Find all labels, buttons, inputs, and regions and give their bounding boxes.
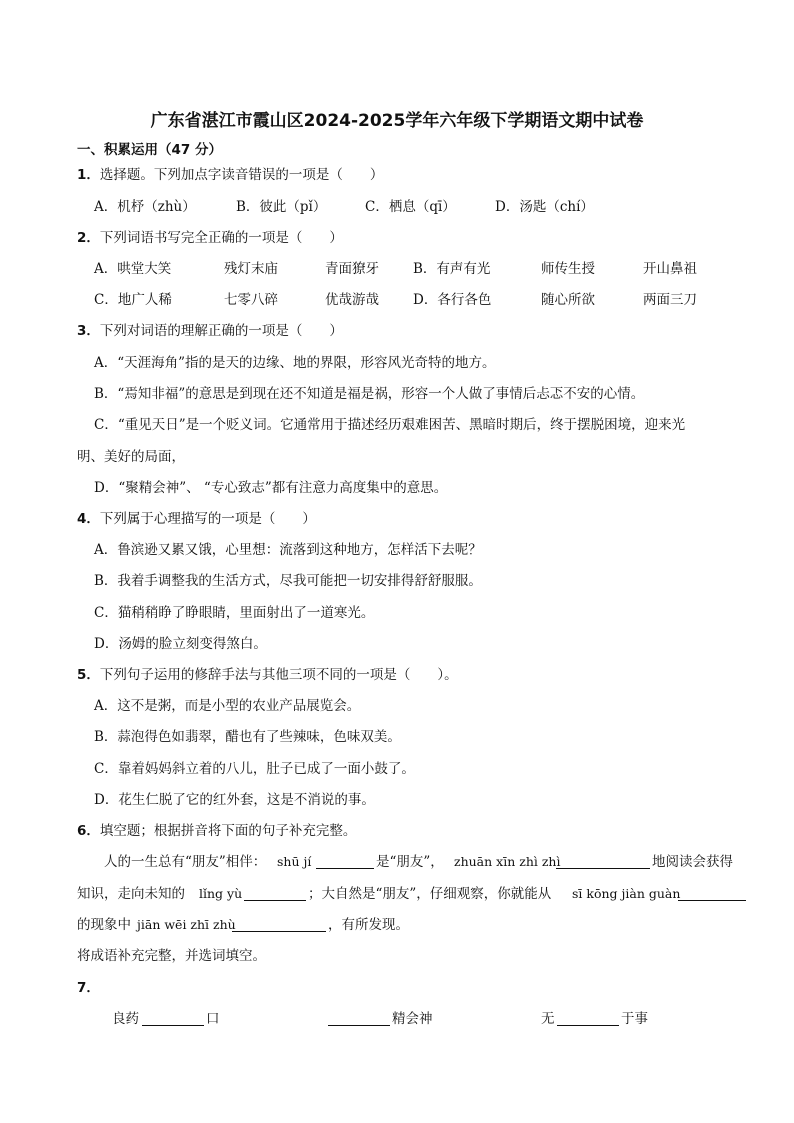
- q6-line2-text-a: 知识，走向未知的: [77, 886, 185, 902]
- q2-option-d-word1: D．各行各色: [413, 292, 492, 308]
- question-number: 1．: [77, 167, 100, 183]
- q6-line1-text-b: 是“朋友”，: [376, 854, 444, 870]
- q6-line3-text-a: 的现象中: [77, 917, 131, 933]
- q6-blank-4[interactable]: [678, 885, 746, 901]
- q6-line2-text-b: ；大自然是“朋友”，仔细观察，你就能从: [308, 886, 552, 902]
- q4-option-b: B．我着手调整我的生活方式，尽我可能把一切安排得舒舒服服。: [94, 573, 482, 589]
- q4-option-d: D．汤姆的脸立刻变得煞白。: [94, 636, 267, 652]
- q6-pinyin-2: zhuān xīn zhì zhì: [454, 854, 561, 869]
- q6-pinyin-3: lǐng yù: [199, 886, 243, 901]
- q6-pinyin-1: shū jí: [277, 854, 312, 869]
- question-number: 3．: [77, 323, 100, 339]
- q6-line3-text-b: ，有所发现。: [328, 917, 409, 933]
- q1-option-d: D．汤匙（chí）: [495, 199, 594, 215]
- q5-option-d: D．花生仁脱了它的红外套，这是不消说的事。: [94, 792, 375, 808]
- q7-item2-text: 精会神: [392, 1011, 433, 1027]
- q2-option-a-word1: A．哄堂大笑: [94, 261, 172, 277]
- q2-option-c-word1: C．地广人稀: [94, 292, 172, 308]
- q6-blank-3[interactable]: [244, 885, 306, 901]
- question-5: [77, 666, 458, 684]
- page-title: 广东省湛江市霞山区2024-2025学年六年级下学期语文期中试卷: [150, 111, 644, 131]
- question-stem: 下列对词语的理解正确的一项是（ ）: [99, 323, 343, 339]
- q2-option-c-word3: 优哉游哉: [325, 292, 379, 308]
- q7-item3-text-a: 无: [541, 1011, 555, 1027]
- q5-option-a: A．这不是粥，而是小型的农业产品展览会。: [94, 698, 361, 714]
- q5-option-b: B．蒜泡得色如翡翠，醋也有了些辣味，色味双美。: [94, 729, 401, 745]
- q6-blank-5[interactable]: [232, 916, 326, 932]
- q3-option-c-line1: C．“重见天日”是一个贬义词。它通常用于描述经历艰难困苦、黑暗时期后，终于摆脱困境，迎来光: [94, 417, 686, 433]
- question-number: 4．: [77, 511, 100, 527]
- question-stem: 下列词语书写完全正确的一项是（ ）: [99, 230, 343, 246]
- q7-blank-1[interactable]: [142, 1010, 204, 1026]
- q2-option-b-word2: 师传生授: [541, 261, 595, 277]
- section-heading: 一、积累运用（47 分）: [77, 142, 222, 158]
- question-stem: 填空题；根据拼音将下面的句子补充完整。: [99, 823, 357, 839]
- q6-blank-2[interactable]: [556, 853, 650, 869]
- question-stem: 选择题。下列加点字读音错误的一项是（ ）: [99, 167, 384, 183]
- question-3: [77, 322, 343, 340]
- q2-option-b-word1: B．有声有光: [413, 261, 491, 277]
- q2-option-a-word2: 残灯末庙: [224, 261, 278, 277]
- question-7-number: 7．: [77, 980, 100, 996]
- question-2: [77, 229, 343, 247]
- q6-blank-1[interactable]: [316, 853, 374, 869]
- question-stem: 下列属于心理描写的一项是（ ）: [99, 511, 316, 527]
- question-6: [77, 822, 356, 840]
- q6-line1-text-c: 地阅读会获得: [652, 854, 733, 870]
- instruction-text: 将成语补充完整，并选词填空。: [77, 948, 266, 964]
- q7-item3-text-b: 于事: [621, 1011, 648, 1027]
- q7-blank-3[interactable]: [557, 1010, 619, 1026]
- q1-option-b: B．彼此（pǐ）: [236, 199, 327, 215]
- q4-option-c: C．猫稍稍睁了睁眼睛，里面射出了一道寒光。: [94, 605, 375, 621]
- q3-option-b: B．“焉知非福”的意思是到现在还不知道是福是祸，形容一个人做了事情后忐忑不安的心情。: [94, 386, 645, 402]
- q7-item1-text-a: 良药: [112, 1011, 139, 1027]
- q6-line1-text-a: 人的一生总有“朋友”相伴：: [104, 854, 267, 870]
- q3-option-c-line2: 明、美好的局面，: [77, 449, 185, 465]
- q1-option-a: A．机杼（zhù）: [94, 199, 196, 215]
- q2-option-c-word2: 七零八碎: [224, 292, 278, 308]
- question-4: [77, 510, 316, 528]
- q6-pinyin-4: sī kōng jiàn guàn: [572, 886, 681, 901]
- q3-option-d: D．“聚精会神”、 “专心致志”都有注意力高度集中的意思。: [94, 480, 448, 496]
- question-stem: 下列句子运用的修辞手法与其他三项不同的一项是（ ）。: [99, 667, 458, 683]
- question-number: 6．: [77, 823, 100, 839]
- q3-option-a: A．“天涯海角”指的是天的边缘、地的界限，形容风光奇特的地方。: [94, 355, 496, 371]
- question-number: 2．: [77, 230, 100, 246]
- q2-option-a-word3: 青面獠牙: [325, 261, 379, 277]
- question-1: [77, 166, 383, 184]
- q4-option-a: A．鲁滨逊又累又饿，心里想：流落到这种地方，怎样活下去呢？: [94, 542, 482, 558]
- q2-option-d-word2: 随心所欲: [541, 292, 595, 308]
- q6-pinyin-5: jiān wēi zhī zhù: [137, 917, 236, 932]
- q7-item1-text-b: 口: [206, 1011, 220, 1027]
- q7-blank-2[interactable]: [328, 1010, 390, 1026]
- q5-option-c: C．靠着妈妈斜立着的八儿，肚子已成了一面小鼓了。: [94, 761, 415, 777]
- q2-option-b-word3: 开山鼻祖: [643, 261, 697, 277]
- question-number: 5．: [77, 667, 100, 683]
- q1-option-c: C．栖息（qī）: [365, 199, 456, 215]
- q2-option-d-word3: 两面三刀: [643, 292, 697, 308]
